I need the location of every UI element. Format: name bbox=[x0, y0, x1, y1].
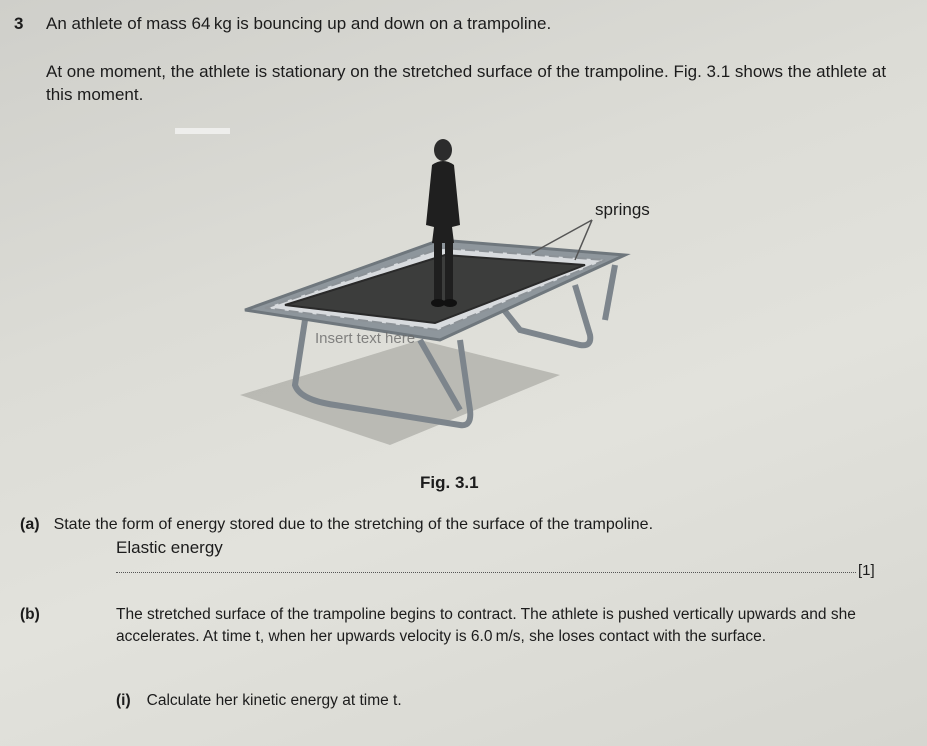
floor-shadow bbox=[240, 340, 560, 445]
part-b-i-label: (i) bbox=[116, 692, 131, 709]
part-a-label: (a) bbox=[20, 516, 40, 533]
part-b-i-question: Calculate her kinetic energy at time t. bbox=[146, 692, 402, 709]
trampoline-illustration bbox=[160, 125, 680, 455]
question-context: At one moment, the athlete is stationary on the stretched surface of the trampoline. Fig. 3.1 shows the athlete at this moment. bbox=[46, 62, 887, 104]
part-a-question: State the form of energy stored due to the stretching of the surface of the trampoline. bbox=[53, 516, 654, 533]
part-a-answer[interactable]: Elastic energy bbox=[116, 538, 223, 557]
springs-pointer-1 bbox=[532, 220, 592, 253]
part-a bbox=[20, 516, 653, 534]
part-a-marks: [1] bbox=[858, 562, 875, 579]
question-intro: An athlete of mass 64 kg is bouncing up and down on a trampoline. bbox=[46, 14, 552, 33]
part-b-i bbox=[116, 692, 402, 710]
part-b-label: (b) bbox=[20, 606, 40, 623]
insert-text-overlay: Insert text here bbox=[315, 330, 416, 347]
part-b bbox=[20, 604, 890, 645]
part-b-text: The stretched surface of the trampoline begins to contract. The athlete is pushed vertically upwards and she accelerates. At time t, when her upwards velocity is 6.0 m/s, she loses contact with the surface. bbox=[116, 606, 856, 645]
glare-streak bbox=[175, 128, 230, 134]
figure-caption: Fig. 3.1 bbox=[420, 473, 479, 492]
back-right-leg bbox=[605, 265, 615, 320]
trampoline-figure bbox=[160, 125, 680, 455]
springs-label: springs bbox=[595, 200, 650, 219]
answer-line bbox=[116, 572, 856, 573]
question-number: 3 bbox=[14, 14, 24, 33]
